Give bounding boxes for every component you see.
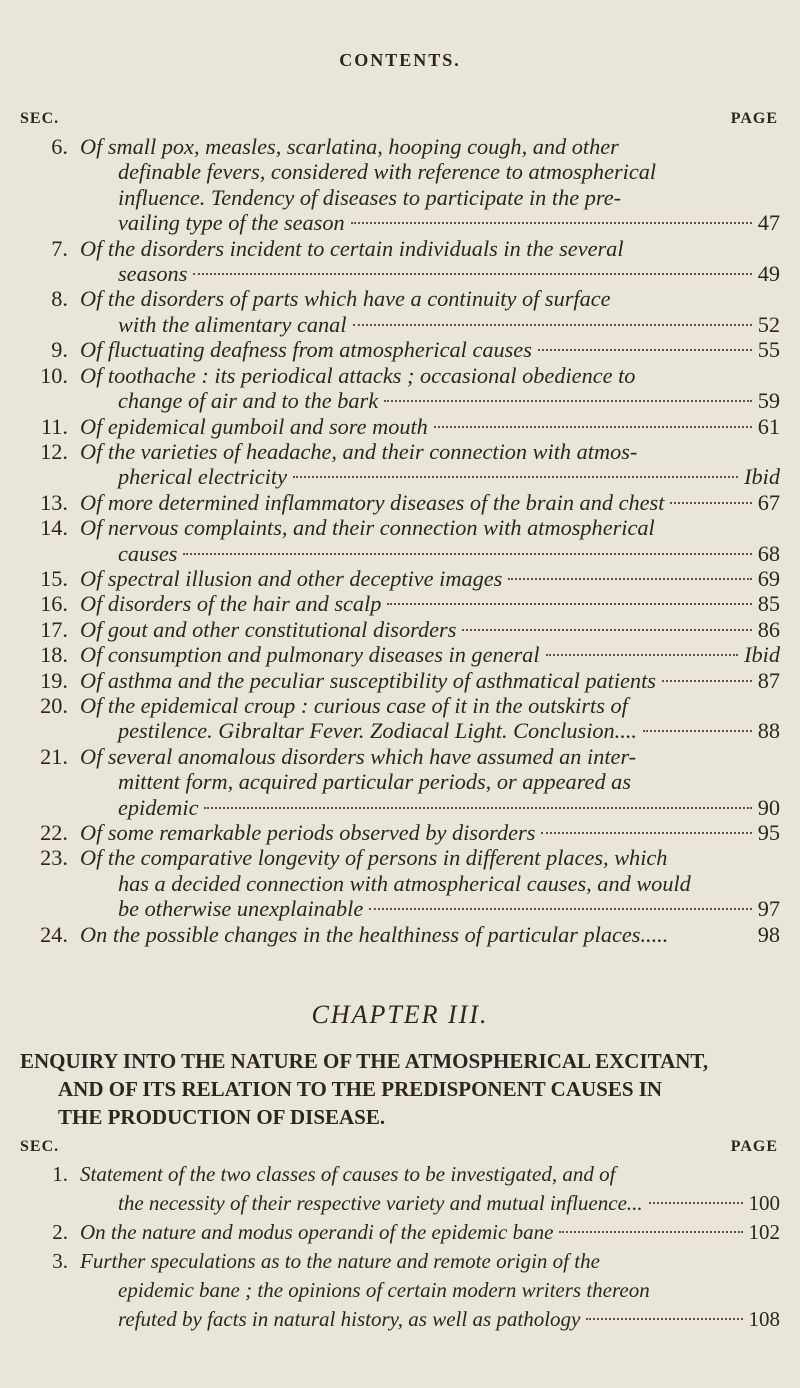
entry-number: 24.	[40, 921, 68, 947]
entry-page: 86	[757, 616, 780, 642]
entry-page: 61	[757, 413, 780, 439]
entry-page: 85	[757, 591, 780, 617]
entry-page: 95	[757, 820, 780, 846]
entry-page: 59	[757, 388, 780, 414]
entry-page: 52	[757, 311, 780, 337]
dot-leader	[462, 629, 751, 631]
entry-line: has a decided connection with atmospherical causes, and would	[118, 870, 691, 896]
entry-number: 18.	[40, 642, 68, 668]
entry-line: On the possible changes in the healthiness of particular places.....	[80, 921, 669, 947]
entry-line: Of gout and other constitutional disorders	[80, 616, 457, 642]
entry-line: Of some remarkable periods observed by disorders	[80, 820, 536, 846]
entry-page: 69	[757, 565, 780, 591]
entry-number: 8.	[51, 286, 68, 312]
entry-page: 88	[757, 718, 780, 744]
entry-line: Of disorders of the hair and scalp	[80, 591, 382, 617]
entry-line: Of the comparative longevity of persons in different places, which	[80, 845, 668, 871]
entry-number: 13.	[40, 489, 68, 515]
dot-leader	[351, 222, 752, 224]
entry-line: the necessity of their respective variety and mutual influence...	[118, 1191, 643, 1215]
entry-line: On the nature and modus operandi of the epidemic bane	[80, 1220, 554, 1244]
sec-label: SEC.	[20, 1138, 60, 1155]
entry-number: 3.	[52, 1249, 68, 1273]
entry-line: Of the disorders incident to certain individuals in the several	[80, 235, 624, 261]
dot-leader	[387, 603, 751, 605]
entry-page: 100	[748, 1191, 780, 1215]
dot-leader	[293, 476, 738, 478]
entry-line: Of nervous complaints, and their connection with atmospherical	[80, 515, 655, 541]
dot-leader	[649, 1202, 743, 1204]
entry-line: Of several anomalous disorders which have assumed an inter-	[80, 743, 637, 769]
dot-leader	[384, 400, 752, 402]
entry-number: 7.	[51, 235, 68, 261]
entry-line: change of air and to the bark	[118, 388, 379, 414]
entry-line: refuted by facts in natural history, as well as pathology	[118, 1307, 581, 1331]
entry-line: definable fevers, considered with reference to atmospherical	[118, 159, 657, 185]
entry-page: 68	[757, 540, 780, 566]
entry-page: 98	[757, 921, 780, 947]
chapter-heading-line: THE PRODUCTION OF DISEASE.	[58, 1105, 386, 1129]
entry-page: 108	[748, 1307, 780, 1331]
entry-page: 55	[757, 337, 780, 363]
entry-line: pherical electricity	[118, 464, 288, 490]
entry-line: Of the epidemical croup : curious case of it in the outskirts of	[80, 693, 628, 719]
dot-leader	[662, 680, 752, 682]
entry-line: Of toothache : its periodical attacks ; occasional obedience to	[80, 362, 636, 388]
entry-line: epidemic	[118, 794, 199, 820]
entry-page: 49	[757, 261, 780, 287]
dot-leader	[541, 832, 751, 834]
entry-line: pestilence. Gibraltar Fever. Zodiacal Light. Conclusion....	[118, 718, 637, 744]
entry-number: 20.	[40, 693, 68, 719]
dot-leader	[559, 1231, 742, 1233]
dot-leader	[670, 502, 751, 504]
entry-line: causes	[118, 540, 178, 566]
dot-leader	[538, 349, 752, 351]
entry-page: Ibid	[744, 464, 780, 490]
entry-number: 9.	[51, 337, 68, 363]
page-title: CONTENTS.	[339, 50, 461, 70]
entry-line: Of consumption and pulmonary diseases in general	[80, 642, 540, 668]
page-label: PAGE	[730, 110, 778, 127]
entry-page: Ibid	[744, 642, 780, 668]
entry-line: Of epidemical gumboil and sore mouth	[80, 413, 428, 439]
entry-number: 22.	[40, 820, 68, 846]
entry-line: Of the disorders of parts which have a continuity of surface	[80, 286, 611, 312]
entry-line: with the alimentary canal	[118, 311, 347, 337]
entry-number: 6.	[51, 134, 68, 159]
dot-leader	[508, 578, 751, 580]
entry-number: 23.	[40, 845, 68, 871]
entry-page: 87	[757, 667, 780, 693]
entry-last-line	[118, 1189, 780, 1218]
entry-line: seasons	[118, 261, 188, 287]
dot-leader	[183, 553, 751, 555]
entry-page: 47	[757, 210, 780, 236]
dot-leader	[369, 908, 751, 910]
entry-number: 12.	[40, 438, 68, 464]
dot-leader	[546, 654, 739, 656]
entry-number: 19.	[40, 667, 68, 693]
entry-page: 67	[757, 489, 780, 515]
entry-line: Of small pox, measles, scarlatina, hooping cough, and other	[80, 134, 619, 159]
entry-number: 2.	[52, 1220, 68, 1244]
dot-leader	[434, 426, 752, 428]
sec-label: SEC.	[20, 110, 60, 127]
entry-line: Of asthma and the peculiar susceptibility of asthmatical patients	[80, 667, 656, 693]
chapter-heading-line: ENQUIRY INTO THE NATURE OF THE ATMOSPHERICAL EXCITANT,	[20, 1049, 709, 1073]
entry-number: 21.	[40, 743, 68, 769]
entry-line: Further speculations as to the nature and remote origin of the	[80, 1249, 600, 1273]
entry-line: Of spectral illusion and other deceptive images	[80, 565, 503, 591]
entry-number: 16.	[40, 591, 68, 617]
entry-page: 90	[757, 794, 780, 820]
entry-number: 10.	[40, 362, 68, 388]
dot-leader	[193, 273, 751, 275]
dot-leader	[586, 1318, 742, 1320]
entry-number: 14.	[40, 515, 68, 541]
dot-leader	[643, 730, 752, 732]
entry-page: 102	[748, 1220, 780, 1244]
entry-last-line	[80, 1218, 780, 1247]
entry-last-line	[118, 1305, 780, 1334]
entry-line: vailing type of the season	[118, 210, 345, 236]
entry-line: Of more determined inflammatory diseases of the brain and chest	[80, 489, 665, 515]
entry-line: influence. Tendency of diseases to participate in the pre-	[118, 184, 622, 210]
chapter-heading-line: AND OF ITS RELATION TO THE PREDISPONENT CAUSES IN	[58, 1077, 663, 1101]
entry-last-line	[80, 918, 780, 951]
page-label: PAGE	[730, 1138, 778, 1155]
entry-number: 1.	[52, 1162, 68, 1186]
entry-page: 97	[757, 896, 780, 922]
entry-line: be otherwise unexplainable	[118, 896, 364, 922]
entry-line: epidemic bane ; the opinions of certain modern writers thereon	[118, 1278, 650, 1302]
entry-number: 11.	[40, 413, 68, 439]
entry-line: Statement of the two classes of causes to be investigated, and of	[80, 1162, 616, 1186]
entry-number: 15.	[40, 565, 68, 591]
dot-leader	[204, 807, 751, 809]
chapter-title: CHAPTER III.	[311, 1000, 489, 1029]
dot-leader	[353, 324, 752, 326]
entry-line: mittent form, acquired particular periods, or appeared as	[118, 769, 632, 795]
entry-number: 17.	[40, 616, 68, 642]
entry-line: Of fluctuating deafness from atmospherical causes	[80, 337, 532, 363]
entry-line: Of the varieties of headache, and their connection with atmos-	[80, 438, 638, 464]
